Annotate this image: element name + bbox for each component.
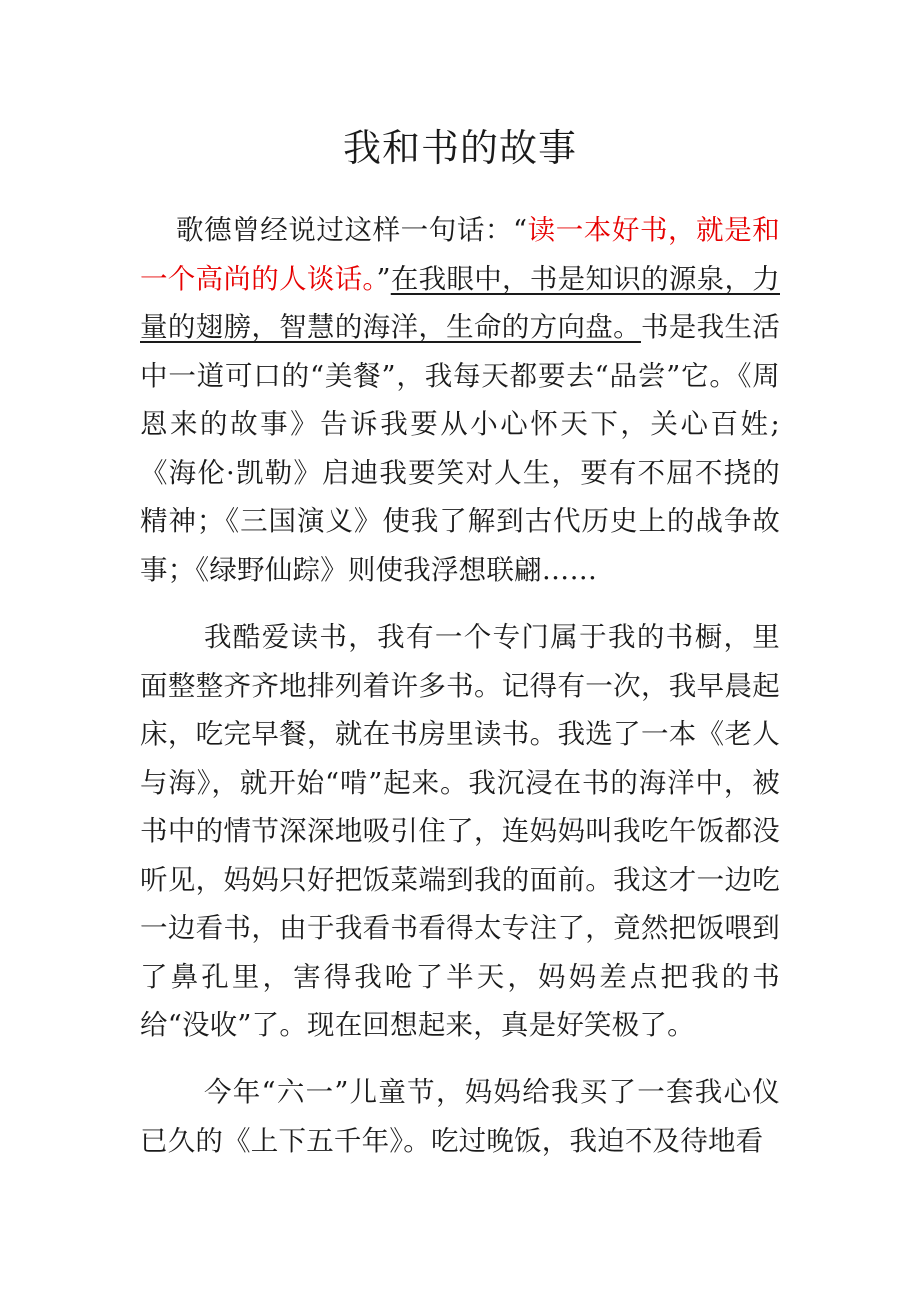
paragraph-3: 今年“六一”儿童节，妈妈给我买了一套我心仪已久的《上下五千年》。吃过晚饭，我迫不及待地看 — [140, 1076, 780, 1157]
goethe-quote: 读一本好书，就是和一个高尚的人谈话。 — [140, 214, 780, 295]
underlined-sentence: 在我眼中，书是知识的源泉，力量的翅膀，智慧的海洋，生命的方向盘。 — [140, 262, 780, 343]
document-title: 我和书的故事 — [342, 126, 577, 170]
paragraph-1 — [140, 206, 780, 594]
paragraph-2: 我酷爱读书，我有一个专门属于我的书橱，里面整整齐齐地排列着许多书。记得有一次，我早晨起床，吃完早餐，就在书房里读书。我选了一本《老人与海》，就开始“啃”起来。我沉浸在书的海洋中，被书中的情节深深地吸引住了，连妈妈叫我吃午饭都没听见，妈妈只好把饭菜端到我的面前。我这才一边吃一边看书，由于我看书看得太专注了，竟然把饭喂到了鼻孔里，害得我呛了半天，妈妈差点把我的书给“没收”了。现在回想起来，真是好笑极了。 — [140, 621, 780, 1041]
paragraph-1-intro: 歌德曾经说过这样一句话：“ — [176, 214, 528, 246]
quote-close-mark: ” — [376, 262, 391, 295]
paragraph-1-rest: 书是我生活中一道可口的“美餐”，我每天都要去“品尝”它。《周恩来的故事》告诉我要从小心怀天下，关心百姓;《海伦·凯勒》启迪我要笑对人生，要有不屈不挠的精神；《三国演义》使我了解到古代历史上的战争故事；《绿野仙踪》则使我浮想联翩…… — [140, 311, 780, 586]
